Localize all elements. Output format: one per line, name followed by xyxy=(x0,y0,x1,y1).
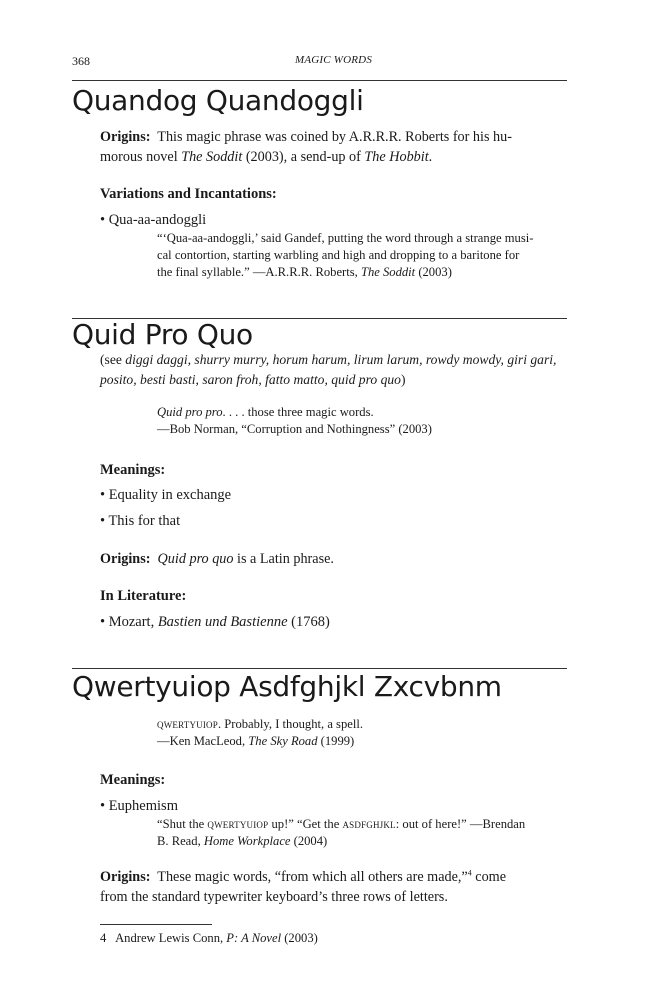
origins-text: from the standard typewriter keyboard’s three rows of letters. xyxy=(100,888,448,905)
meanings-heading: Meanings: xyxy=(100,772,166,788)
origins-text: morous novel xyxy=(100,148,182,165)
origins-text: (2003), a send-up of xyxy=(242,148,365,165)
origins-label: Origins: xyxy=(100,551,151,567)
footnote-text: Andrew Lewis Conn, xyxy=(115,931,227,945)
book-title: The Soddit xyxy=(360,265,416,279)
book-title: Bastien und Bastienne xyxy=(157,614,288,630)
book-title: P: A Novel xyxy=(226,931,282,945)
origins-paragraph xyxy=(100,868,567,907)
origins-paragraph xyxy=(100,550,567,570)
see-also-items: diggi daggi, shurry murry, horum harum, lirum larum, rowdy mowdy, giri gari, xyxy=(125,352,557,367)
origins-text: come xyxy=(471,869,507,885)
literature-item xyxy=(100,614,330,631)
book-title: The Soddit xyxy=(181,148,243,165)
literature-author: • Mozart, xyxy=(100,614,158,630)
see-close: ) xyxy=(400,371,406,387)
quote-attribution: B. Read, xyxy=(157,834,204,848)
footnote-ref[interactable]: 4 xyxy=(467,868,472,878)
footnote-text: (2003) xyxy=(281,931,318,945)
quotation xyxy=(157,404,567,438)
quote-line: “Shut the xyxy=(157,817,208,831)
see-also-items: posito, besti basti, saron froh, fatto matto, quid pro quo xyxy=(100,371,401,387)
quote-line: cal contortion, starting warbling and high and dropping to a baritone for xyxy=(157,248,520,262)
origins-paragraph xyxy=(100,128,567,167)
footnote-rule xyxy=(100,924,212,925)
quotation xyxy=(157,816,567,850)
literature-heading: In Literature: xyxy=(100,588,187,604)
quote-line: : out of here!” —Brendan xyxy=(395,817,526,831)
quote-term: qwertyuiop xyxy=(157,717,218,731)
origins-text: These magic words, “from which all others are made,” xyxy=(157,869,468,885)
quote-line: the final syllable.” —A.R.R.R. Roberts, xyxy=(157,265,361,279)
quote-term: Quid pro pro xyxy=(157,405,223,419)
header-rule xyxy=(72,80,567,81)
quote-term: qwertyuiop xyxy=(207,817,269,831)
entry-title-quandog: Quandog Quandoggli xyxy=(72,84,364,117)
origins-text: is a Latin phrase. xyxy=(233,551,334,567)
entry-rule xyxy=(72,668,567,669)
meanings-heading: Meanings: xyxy=(100,462,166,478)
quote-line: . Probably, I thought, a spell. xyxy=(217,717,363,731)
quote-line: . . . . those three magic words. xyxy=(222,405,374,419)
book-title: The Sky Road xyxy=(248,734,318,748)
origins-term: Quid pro quo xyxy=(157,551,234,567)
quote-line: (2003) xyxy=(415,265,452,279)
quotation xyxy=(157,716,567,750)
running-head-title: MAGIC WORDS xyxy=(294,54,373,66)
quote-attribution: (2004) xyxy=(290,834,328,848)
variations-heading: Variations and Incantations: xyxy=(100,186,277,202)
quote-attribution: (1999) xyxy=(317,734,355,748)
origins-text: . xyxy=(428,148,433,165)
quote-attribution: —Bob Norman, “Corruption and Nothingness” (2003) xyxy=(157,422,432,436)
meaning-item: • Equality in exchange xyxy=(100,487,232,503)
book-title: The Hobbit xyxy=(364,148,429,165)
quote-line: up!” “Get the xyxy=(268,817,343,831)
meaning-item: • Euphemism xyxy=(100,798,178,814)
footnote xyxy=(100,931,318,946)
meaning-item: • This for that xyxy=(100,513,181,529)
see-open: (see xyxy=(100,352,126,367)
footnote-number: 4 xyxy=(100,931,107,945)
variation-item: • Qua-aa-andoggli xyxy=(100,212,207,228)
entry-title-qwertyuiop: Qwertyuiop Asdfghjkl Zxcvbnm xyxy=(72,670,502,703)
see-also xyxy=(100,350,567,389)
origins-label: Origins: xyxy=(100,869,151,885)
book-title: Home Workplace xyxy=(203,834,291,848)
literature-year: (1768) xyxy=(287,614,330,630)
quote-attribution: —Ken MacLeod, xyxy=(157,734,249,748)
origins-label: Origins: xyxy=(100,129,151,145)
origins-text: This magic phrase was coined by A.R.R.R. Roberts for his hu- xyxy=(157,129,512,145)
entry-title-quid-pro-quo: Quid Pro Quo xyxy=(72,318,253,351)
quotation xyxy=(157,230,567,281)
page-number: 368 xyxy=(72,54,90,68)
quote-term: asdfghjkl xyxy=(342,817,396,831)
quote-line: “‘Qua-aa-andoggli,’ said Gandef, putting the word through a strange musi- xyxy=(157,231,534,245)
